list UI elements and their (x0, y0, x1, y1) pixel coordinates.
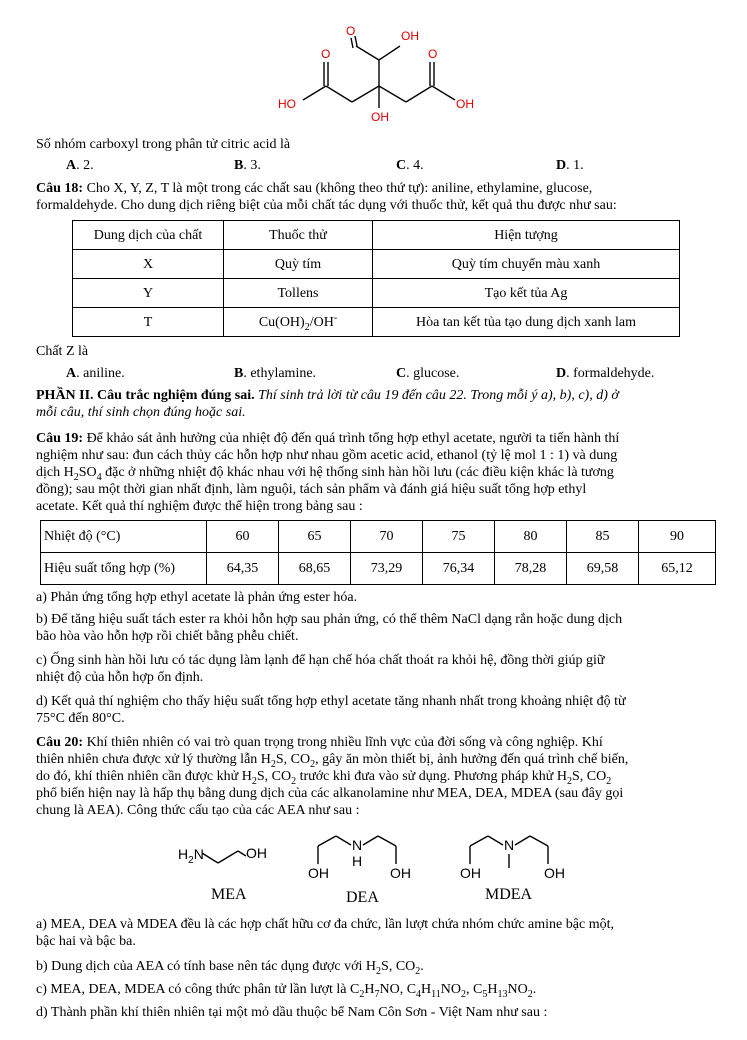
citric-top-oh: OH (401, 29, 419, 43)
q20-label: Câu 20: (36, 735, 84, 750)
q19-line-4: đồng); sau một thời gian nhất định, làm nguội, tách sản phẩm và đánh giá hiệu suất tổng hợp ethyl (36, 482, 587, 497)
mea-name: MEA (211, 886, 247, 903)
part2-line-2: mỗi câu, thí sinh chọn đúng hoặc sai. (36, 405, 246, 420)
q19-table (40, 520, 716, 585)
dea-hydroxyl-left: OH (308, 865, 329, 881)
table-row: Y Tollens Tạo kết tủa Ag (73, 279, 680, 308)
q18-label: Câu 18: (36, 181, 84, 196)
mdea-hydroxyl-right: OH (544, 865, 565, 881)
q20-statement-d: d) Thành phần khí thiên nhiên tại một mỏ dầu thuộc bể Nam Côn Sơn - Việt Nam như sau : (36, 1005, 548, 1020)
q20-statement-c: c) MEA, DEA, MDEA có công thức phân tử lần lượt là $C_2H_7NO$, $C_4H_{11}NO_2$, $C_5H_{13}NO_2$. (36, 982, 537, 1000)
q20-line-3: do đó, khí thiên nhiên cần được khử $H_2S$, $CO_2$ trước khi đưa vào sử dụng. Phương pháp khử $H_2S$, $CO_2$ (36, 769, 612, 787)
dea-name: DEA (346, 889, 379, 906)
part2-line-1: PHẦN II. Câu trắc nghiệm đúng sai. Thí sinh trả lời từ câu 19 đến câu 22. Trong mỗi ý a), b), c), d) ở (36, 388, 619, 403)
q19-statement-b2: bão hòa vào hỗn hợp rồi chiết bằng phễu chiết. (36, 629, 299, 644)
citric-bottom-oh: OH (371, 110, 389, 124)
citric-right-o: O (428, 47, 438, 61)
q19-statement-d1: d) Kết quả thí nghiệm cho thấy hiệu suất tổng hợp ethyl acetate tăng nhanh nhất trong khoảng nhiệt độ từ (36, 694, 626, 709)
q19-line-2: nghiệm như sau: đun cách thủy các hỗn hợp như nhau gồm acetic acid, ethanol (tỷ lệ mol 1 : 1) và dung (36, 448, 618, 463)
part2-title: PHẦN II. Câu trắc nghiệm đúng sai. (36, 388, 255, 403)
q18-header-2: Thuốc thử (224, 221, 373, 250)
q19-statement-c1: c) Ống sinh hàn hồi lưu có tác dụng làm lạnh để hạn chế hóa chất thoát ra khỏi hệ, đồng thời giúp giữ (36, 653, 605, 668)
dea-hydrogen: H (352, 853, 363, 869)
q20-line-1: Câu 20: Khí thiên nhiên có vai trò quan trọng trong nhiều lĩnh vực của đời sống và công nghiệp. Khí (36, 735, 603, 750)
mea-hydroxyl: OH (246, 845, 267, 861)
q20-line-5: chung là AEA). Công thức cấu tạo của các AEA như sau : (36, 803, 360, 818)
q18-header-1: Dung dịch của chất (73, 221, 224, 250)
q17-option-b[interactable]: B. 3. (234, 158, 261, 173)
q20-statement-b: b) Dung dịch của AEA có tính base nên tác dụng được với $H_2S$, $CO_2$. (36, 959, 424, 977)
q17-stem: Số nhóm carboxyl trong phân tử citric acid là (36, 137, 291, 152)
mdea-hydroxyl-left: OH (460, 865, 481, 881)
citric-top-o: O (346, 24, 356, 38)
q20-statement-a2: bậc hai và bậc ba. (36, 934, 136, 949)
q19-statement-c2: nhiệt độ của hỗn hợp ổn định. (36, 670, 204, 685)
mdea-nitrogen: N (504, 837, 515, 853)
q19-line-5: acetate. Kết quả thí nghiệm được thể hiện trong bảng sau : (36, 499, 363, 514)
citric-left-ho: HO (278, 97, 296, 111)
q19-statement-d2: 75°C đến 80°C. (36, 711, 125, 726)
q18-option-b[interactable]: B. ethylamine. (234, 366, 317, 381)
q19-line-1: Câu 19: Để khảo sát ảnh hưởng của nhiệt độ đến quá trình tổng hợp ethyl acetate, người ta tiến hành thí (36, 431, 620, 446)
q18-question: Chất Z là (36, 344, 89, 359)
q17-option-d[interactable]: D. 1. (556, 158, 584, 173)
aea-structures (160, 828, 600, 886)
table-row: T $Cu(OH)_2/OH^-$ Hòa tan kết tủa tạo dung dịch xanh lam (73, 308, 680, 337)
mdea-name: MDEA (485, 886, 533, 903)
q17-option-a[interactable]: A. 2. (66, 158, 94, 173)
citric-right-oh: OH (456, 97, 474, 111)
q18-option-a[interactable]: A. aniline. (66, 366, 125, 381)
dea-nitrogen: N (352, 837, 363, 853)
q19-line-3: dịch $H_2SO_4$ đặc ở những nhiệt độ khác nhau với hệ thống sinh hàn hồi lưu (các điều kiện khác là tương (36, 465, 614, 483)
dea-hydroxyl-right: OH (390, 865, 411, 881)
q18-line-2: formaldehyde. Cho dung dịch riêng biệt của mỗi chất tác dụng với thuốc thử, kết quả thu được như sau: (36, 198, 617, 213)
q20-line-2: thiên nhiên chưa được xử lý thường lẫn $H_2S$, $CO_2$, gây ăn mòn thiết bị, ảnh hưởng đến quá trình chế biến, (36, 752, 629, 770)
q19-statement-a: a) Phản ứng tổng hợp ethyl acetate là phản ứng ester hóa. (36, 590, 358, 605)
table-row: Hiệu suất tổng hợp (%) 64,35 68,65 73,29 76,34 78,28 69,58 65,12 (41, 553, 716, 585)
citric-acid-structure (270, 22, 490, 132)
q17-option-c[interactable]: C. 4. (396, 158, 424, 173)
table-row: X Quỳ tím Quỳ tím chuyển màu xanh (73, 250, 680, 279)
table-row: Nhiệt độ (°C) 60 65 70 75 80 85 90 (41, 521, 716, 553)
q18-line-1: Câu 18: Cho X, Y, Z, T là một trong các chất sau (không theo thứ tự): aniline, ethylamine, glucose, (36, 181, 593, 196)
q18-option-c[interactable]: C. glucose. (396, 366, 460, 381)
q19-statement-b1: b) Để tăng hiệu suất tách ester ra khỏi hỗn hợp sau phản ứng, có thể thêm NaCl dạng rắn hoặc dung dịch (36, 612, 623, 627)
q18-option-d[interactable]: D. formaldehyde. (556, 366, 655, 381)
q20-line-4: phổ biến hiện nay là hấp thụ bằng dung dịch của các alkanolamine như MEA, DEA, MDEA (sau đây gọi (36, 786, 624, 801)
q20-statement-a1: a) MEA, DEA và MDEA đều là các hợp chất hữu cơ đa chức, lần lượt chứa nhóm chức amine bậc một, (36, 917, 614, 932)
q18-header-3: Hiện tượng (373, 221, 680, 250)
q19-label: Câu 19: (36, 431, 84, 446)
q18-table (72, 220, 680, 337)
citric-left-o: O (321, 47, 331, 61)
mea-amine: $H_2N$ (178, 846, 204, 866)
